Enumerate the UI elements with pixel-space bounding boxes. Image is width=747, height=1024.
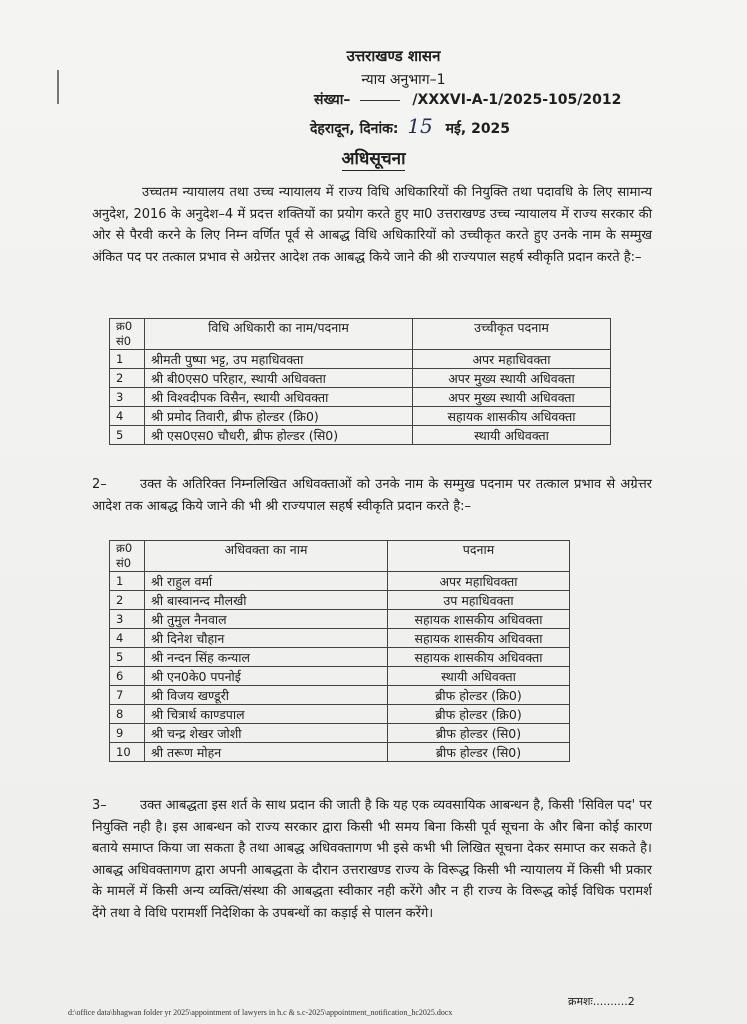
paragraph-2 — [92, 474, 652, 517]
advocates-table — [109, 540, 570, 762]
paragraph-text: उक्त आबद्धता इस शर्त के साथ प्रदान की जाती है कि यह एक व्यवसायिक आबन्धन है, किसी 'सिविल पद' पर नियुक्ति नही है। इस आबन्धन को राज्य सरकार द्वारा किसी भी समय बिना किसी पूर्व सूचना के और बिना कोई कारण बताये समाप्त किया जा सकता है तथा आबद्ध अधिवक्तागण भी इसे कभी भी लिखित सूचना देकर समाप्त कर सकते है। आबद्ध अधिवक्तागण द्वारा अपनी आबद्धता के दौरान उत्तराखण्ड राज्य के विरूद्ध किसी भी न्यायालय में किसी भी प्रकार के मामलें में किसी अन्य व्यक्ति/संस्था की आबद्धता स्वीकार नही करेंगे और न ही राज्य के विरूद्ध कोई विधिक परामर्श देंगे तथा वे विधि परामर्शी निदेशिका के उपबन्धों का कड़ाई से पालन करेंगे। — [92, 798, 652, 921]
serial-cell: 5 — [110, 648, 145, 667]
designation-cell: ब्रीफ होल्डर (क्रि0) — [388, 686, 570, 705]
name-cell: श्री एस0एस0 चौधरी, ब्रीफ होल्डर (सि0) — [145, 426, 413, 445]
designation-cell: ब्रीफ होल्डर (क्रि0) — [388, 705, 570, 724]
blank-dash — [360, 100, 400, 101]
table-row — [110, 388, 611, 407]
designation-cell: स्थायी अधिवक्ता — [388, 667, 570, 686]
designation-cell: सहायक शासकीय अधिवक्ता — [388, 629, 570, 648]
document-title — [0, 146, 747, 169]
designation-cell: सहायक शासकीय अधिवक्ता — [388, 610, 570, 629]
serial-cell: 8 — [110, 705, 145, 724]
paragraph-number: 2– — [92, 477, 107, 492]
name-cell: श्री विश्वदीपक विसैन, स्थायी अधिवक्ता — [145, 388, 413, 407]
serial-cell: 10 — [110, 743, 145, 762]
name-cell: श्री दिनेश चौहान — [145, 629, 388, 648]
reference-number: /XXXVI-A-1/2025-105/2012 — [412, 92, 622, 108]
serial-cell: 1 — [110, 350, 145, 369]
serial-cell: 5 — [110, 426, 145, 445]
paragraph-number: 3– — [92, 798, 107, 813]
department-name: न्याय अनुभाग–1 — [361, 72, 446, 88]
reference-number-line — [314, 90, 621, 109]
month-year: मई, 2025 — [445, 121, 511, 137]
col-designation: पदनाम — [388, 541, 570, 572]
table-row — [110, 369, 611, 388]
serial-cell: 9 — [110, 724, 145, 743]
designation-cell: अपर महाधिवक्ता — [413, 350, 611, 369]
name-cell: श्री बी0एस0 परिहार, स्थायी अधिवक्ता — [145, 369, 413, 388]
name-cell: श्री नन्दन सिंह कन्याल — [145, 648, 388, 667]
serial-cell: 3 — [110, 388, 145, 407]
serial-cell: 2 — [110, 369, 145, 388]
paragraph-text: उक्त के अतिरिक्त निम्नलिखित अधिवक्ताओं को उनके नाम के सम्मुख पदनाम पर तत्काल प्रभाव से अग्रेत्तर आदेश तक आबद्ध किये जाने की भी श्री राज्यपाल सहर्ष स्वीकृति प्रदान करते है:– — [92, 477, 652, 514]
number-label: संख्या– — [314, 92, 351, 108]
table-row — [110, 426, 611, 445]
name-cell: श्रीमती पुष्पा भट्ट, उप महाधिवक्ता — [145, 350, 413, 369]
col-serial: क्र0 सं0 — [110, 319, 145, 350]
designation-cell: अपर मुख्य स्थायी अधिवक्ता — [413, 369, 611, 388]
table-row — [110, 629, 570, 648]
serial-cell: 4 — [110, 407, 145, 426]
table-row — [110, 610, 570, 629]
place-date-line — [310, 114, 510, 138]
col-upgraded-designation: उच्चीकृत पदनाम — [413, 319, 611, 350]
file-path-footer: d:\office data\bhagwan folder yr 2025\appointment of lawyers in h.c & s.c-2025\appointment_notification_hc2025.docx — [68, 1008, 453, 1017]
table-row — [110, 686, 570, 705]
serial-cell: 1 — [110, 572, 145, 591]
name-cell: श्री तुमुल नैनवाल — [145, 610, 388, 629]
table-row — [110, 572, 570, 591]
designation-cell: ब्रीफ होल्डर (सि0) — [388, 743, 570, 762]
paragraph-1: उच्चतम न्यायालय तथा उच्च न्यायालय में राज्य विधि अधिकारियों की नियुक्ति तथा पदावधि के लिए सामान्य अनुदेश, 2016 के अनुदेश–4 में प्रदत्त शक्तियों का प्रयोग करते हुए मा0 उत्तराखण्ड उच्च न्यायालय में राज्य सरकार की ओर से पैरवी करने के लिए निम्न वर्णित पूर्व से आबद्ध विधि अधिकारियों को उच्चीकृत करते हुए उनके नाम के सम्मुख अंकित पद पर तत्काल प्रभाव से अग्रेत्तर आदेश तक आबद्ध किये जाने की श्री राज्यपाल सहर्ष स्वीकृति प्रदान करते है:– — [92, 185, 652, 265]
continued-marker: क्रमशः..........2 — [568, 995, 635, 1008]
designation-cell: ब्रीफ होल्डर (सि0) — [388, 724, 570, 743]
col-officer-name: विधि अधिकारी का नाम/पदनाम — [145, 319, 413, 350]
designation-cell: अपर मुख्य स्थायी अधिवक्ता — [413, 388, 611, 407]
serial-cell: 7 — [110, 686, 145, 705]
government-name: उत्तराखण्ड शासन — [346, 47, 441, 65]
table-row — [110, 350, 611, 369]
name-cell: श्री विजय खण्डूरी — [145, 686, 388, 705]
title-text: अधिसूचना — [341, 149, 406, 169]
table-row — [110, 724, 570, 743]
name-cell: श्री एन0के0 पपनोई — [145, 667, 388, 686]
table-header-row — [110, 541, 570, 572]
handwritten-day: 15 — [407, 114, 433, 138]
upgraded-officers-table — [109, 318, 611, 445]
name-cell: श्री बास्वानन्द मौलखी — [145, 591, 388, 610]
designation-cell: सहायक शासकीय अधिवक्ता — [388, 648, 570, 667]
name-cell: श्री तरूण मोहन — [145, 743, 388, 762]
col-advocate-name: अधिवक्ता का नाम — [145, 541, 388, 572]
table-row — [110, 705, 570, 724]
designation-cell: सहायक शासकीय अधिवक्ता — [413, 407, 611, 426]
place-date-label: देहरादून, दिनांक: — [310, 121, 399, 137]
table-row — [110, 743, 570, 762]
name-cell: श्री चित्रार्थ काण्डपाल — [145, 705, 388, 724]
name-cell: श्री प्रमोद तिवारी, ब्रीफ होल्डर (क्रि0) — [145, 407, 413, 426]
serial-cell: 6 — [110, 667, 145, 686]
table-row — [110, 407, 611, 426]
table-header-row — [110, 319, 611, 350]
name-cell: श्री चन्द्र शेखर जोशी — [145, 724, 388, 743]
name-cell: श्री राहुल वर्मा — [145, 572, 388, 591]
designation-cell: अपर महाधिवक्ता — [388, 572, 570, 591]
table-row — [110, 648, 570, 667]
designation-cell: उप महाधिवक्ता — [388, 591, 570, 610]
paragraph-3 — [92, 795, 652, 925]
serial-cell: 3 — [110, 610, 145, 629]
table-row — [110, 591, 570, 610]
table-row — [110, 667, 570, 686]
serial-cell: 2 — [110, 591, 145, 610]
serial-cell: 4 — [110, 629, 145, 648]
designation-cell: स्थायी अधिवक्ता — [413, 426, 611, 445]
col-serial: क्र0 सं0 — [110, 541, 145, 572]
